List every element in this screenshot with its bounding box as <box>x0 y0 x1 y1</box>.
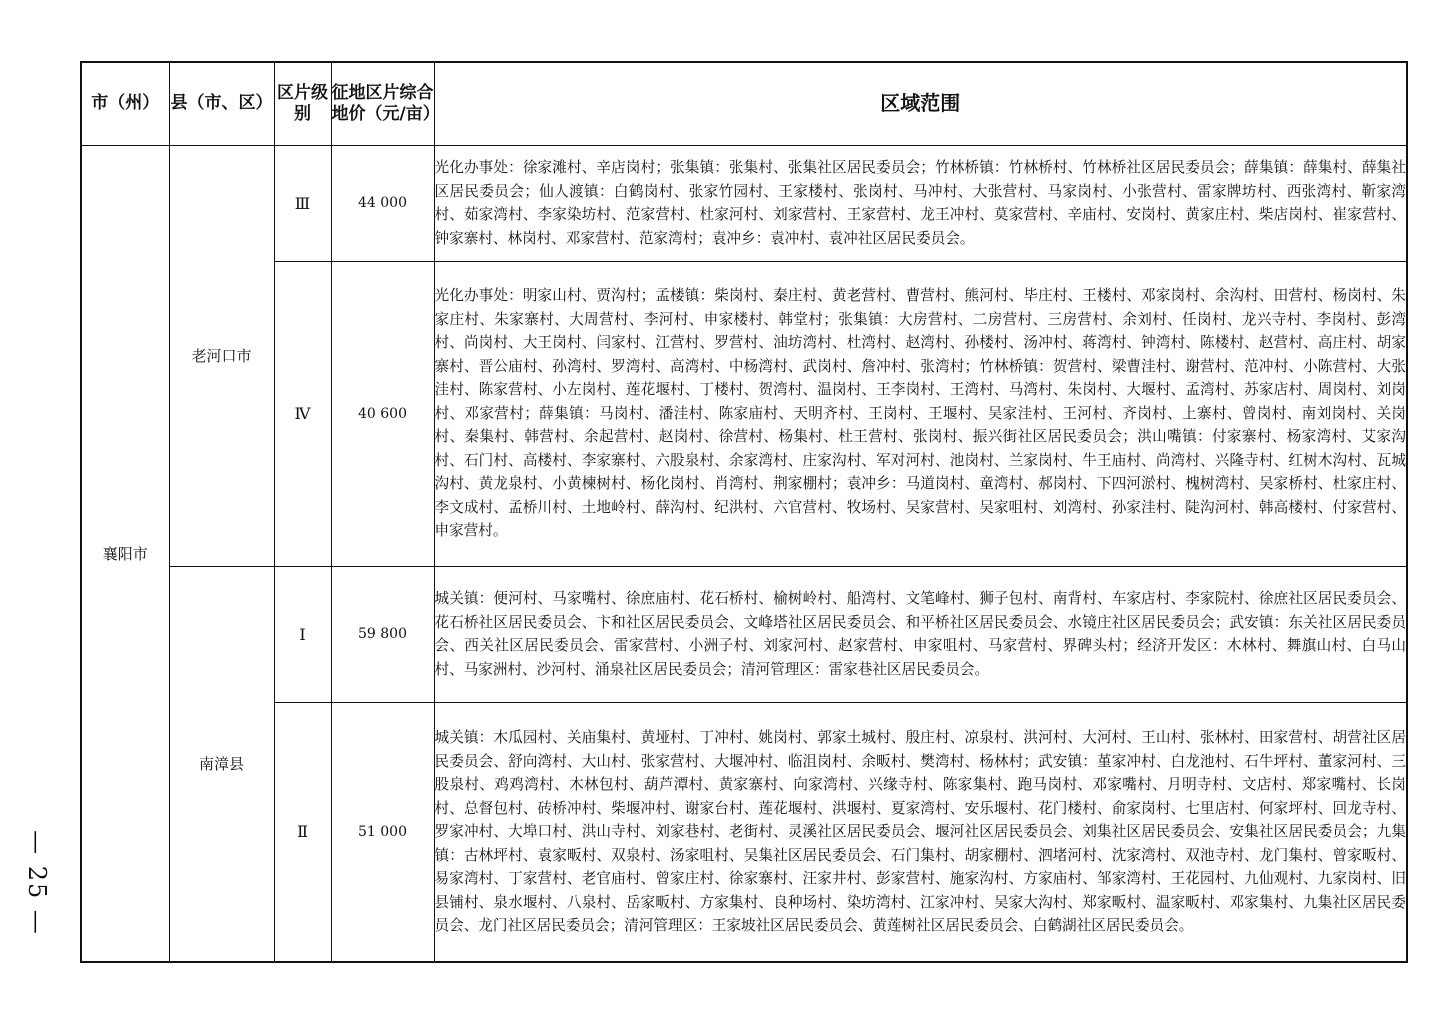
level-cell: Ⅰ <box>274 566 331 702</box>
header-level: 区片级别 <box>274 62 331 145</box>
county-cell: 南漳县 <box>169 566 274 962</box>
range-cell <box>434 566 1407 702</box>
price-cell: 40 600 <box>331 261 434 566</box>
table-row <box>81 261 1407 566</box>
range-text: 光化办事处：明家山村、贾沟村；孟楼镇：柴岗村、秦庄村、黄老营村、曹营村、熊河村、毕庄村、王楼村、邓家岗村、余沟村、田营村、杨岗村、朱家庄村、朱家寨村、大周营村、李河村、申家楼村、韩堂村；张集镇：大房营村、二房营村、三房营村、余刘村、任岗村、龙兴寺村、李岗村、彭湾村、尚岗村、大王岗村、闫家村、江营村、罗营村、油坊湾村、杜湾村、赵湾村、孙楼村、汤冲村、蒋湾村、钟湾村、陈楼村、赵营村、高庄村、胡家寨村、晋公庙村、孙湾村、罗湾村、高湾村、中杨湾村、武岗村、詹冲村、张湾村；竹林桥镇：贺营村、梁曹洼村、谢营村、范冲村、小陈营村、大张洼村、陈家营村、小左岗村、莲花堰村、丁楼村、贺湾村、温岗村、王李岗村、王湾村、马湾村、朱岗村、大堰村、孟湾村、苏家店村、周岗村、刘岗村、邓家营村；薛集镇：马岗村、潘洼村、陈家庙村、天明齐村、王岗村、王堰村、吴家洼村、王河村、齐岗村、上寨村、曾岗村、南刘岗村、关岗村、秦集村、韩营村、余起营村、赵岗村、徐营村、杨集村、杜王营村、张岗村、振兴街社区居民委员会；洪山嘴镇：付家寨村、杨家湾村、艾家沟村、石门村、高楼村、李家寨村、六股泉村、余家湾村、庄家沟村、军对河村、池岗村、兰家岗村、牛王庙村、尚湾村、兴隆寺村、红树木沟村、瓦城沟村、黄龙泉村、小黄楝树村、杨化岗村、肖湾村、荆家棚村；袁冲乡：马道岗村、童湾村、郝岗村、下四河淤村、槐树湾村、吴家桥村、杜家庄村、李文成村、孟桥川村、土地岭村、薛沟村、纪洪村、六官营村、牧场村、吴家营村、吴家咀村、刘湾村、孙家洼村、陡沟河村、韩高楼村、付家营村、申家营村。 <box>434 287 1406 540</box>
land-price-table <box>80 61 1408 963</box>
county-cell: 老河口市 <box>169 145 274 566</box>
level-cell: Ⅱ <box>274 702 331 962</box>
table-row <box>81 566 1407 702</box>
range-text: 光化办事处：徐家滩村、辛店岗村；张集镇：张集村、张集社区居民委员会；竹林桥镇：竹林桥村、竹林桥社区居民委员会；薛集镇：薛集村、薛集社区居民委员会；仙人渡镇：白鹤岗村、张家竹园村、王家楼村、张岗村、马冲村、大张营村、马家岗村、小张营村、雷家牌坊村、西张湾村、靳家湾村、茹家湾村、李家染坊村、范家营村、杜家河村、刘家营村、王家营村、龙王冲村、莫家营村、辛庙村、安岗村、黄家庄村、柴店岗村、崔家营村、钟家寨村、林岗村、邓家营村、范家湾村；袁冲乡：袁冲村、袁冲社区居民委员会。 <box>434 159 1406 247</box>
table-row <box>81 702 1407 962</box>
table-header-row <box>81 62 1407 145</box>
price-cell: 51 000 <box>331 702 434 962</box>
table-row <box>81 145 1407 261</box>
range-text: 城关镇：便河村、马家嘴村、徐庶庙村、花石桥村、榆树岭村、船湾村、文笔峰村、狮子包村、南背村、车家店村、李家院村、徐庶社区居民委员会、花石桥社区居民委员会、卞和社区居民委员会、文峰塔社区居民委员会、和平桥社区居民委员会、水镜庄社区居民委员会；武安镇：东关社区居民委员会、西关社区居民委员会、雷家营村、小洲子村、刘家河村、赵家营村、申家咀村、马家营村、界碑头村；经济开发区：木林村、舞旗山村、白马山村、马家洲村、沙河村、涌泉社区居民委员会；清河管理区：雷家巷社区居民委员会。 <box>434 590 1406 678</box>
city-cell: 襄阳市 <box>81 145 169 962</box>
page-number: — 25 — <box>23 830 52 936</box>
range-cell <box>434 145 1407 261</box>
range-cell <box>434 702 1407 962</box>
header-city: 市（州） <box>81 62 169 145</box>
header-price: 征地区片综合地价（元/亩） <box>331 62 434 145</box>
level-cell: Ⅲ <box>274 145 331 261</box>
price-cell: 59 800 <box>331 566 434 702</box>
price-cell: 44 000 <box>331 145 434 261</box>
header-county: 县（市、区） <box>169 62 274 145</box>
level-cell: Ⅳ <box>274 261 331 566</box>
range-cell <box>434 261 1407 566</box>
header-range: 区域范围 <box>434 62 1407 145</box>
range-text: 城关镇：木瓜园村、关庙集村、黄垭村、丁冲村、姚岗村、郭家土城村、殷庄村、凉泉村、洪河村、大河村、王山村、张林村、田家营村、胡营社区居民委员会、舒向湾村、大山村、张家营村、大堰冲村、临沮岗村、余畈村、樊湾村、杨林村；武安镇：堇家冲村、白龙池村、石牛坪村、董家河村、三股泉村、鸡鸡湾村、木林包村、葫芦潭村、黄家寨村、向家湾村、兴缘寺村、陈家集村、跑马岗村、邓家嘴村、月明寺村、文店村、郑家嘴村、长岗村、总督包村、砖桥冲村、柴堰冲村、谢家台村、莲花堰村、洪堰村、夏家湾村、安乐堰村、花门楼村、俞家岗村、七里店村、何家坪村、回龙寺村、罗家冲村、大埠口村、洪山寺村、刘家巷村、老街村、灵溪社区居民委员会、堰河社区居民委员会、刘集社区居民委员会、安集社区居民委员会；九集镇：古林坪村、袁家畈村、双泉村、汤家咀村、吴集社区居民委员会、石门集村、胡家棚村、泗堵河村、沈家湾村、双池寺村、龙门集村、曾家畈村、易家湾村、丁家营村、老官庙村、曾家庄村、徐家寨村、汪家井村、彭家营村、施家沟村、方家庙村、邹家湾村、王花园村、九仙观村、九家岗村、旧县铺村、泉水堰村、八泉村、岳家畈村、方家集村、良种场村、染坊湾村、江家冲村、吴家大沟村、郑家畈村、温家畈村、邓家集村、九集社区居民委员会、龙门社区居民委员会；清河管理区：王家坡社区居民委员会、黄莲树社区居民委员会、白鹤湖社区居民委员会。 <box>434 729 1406 934</box>
